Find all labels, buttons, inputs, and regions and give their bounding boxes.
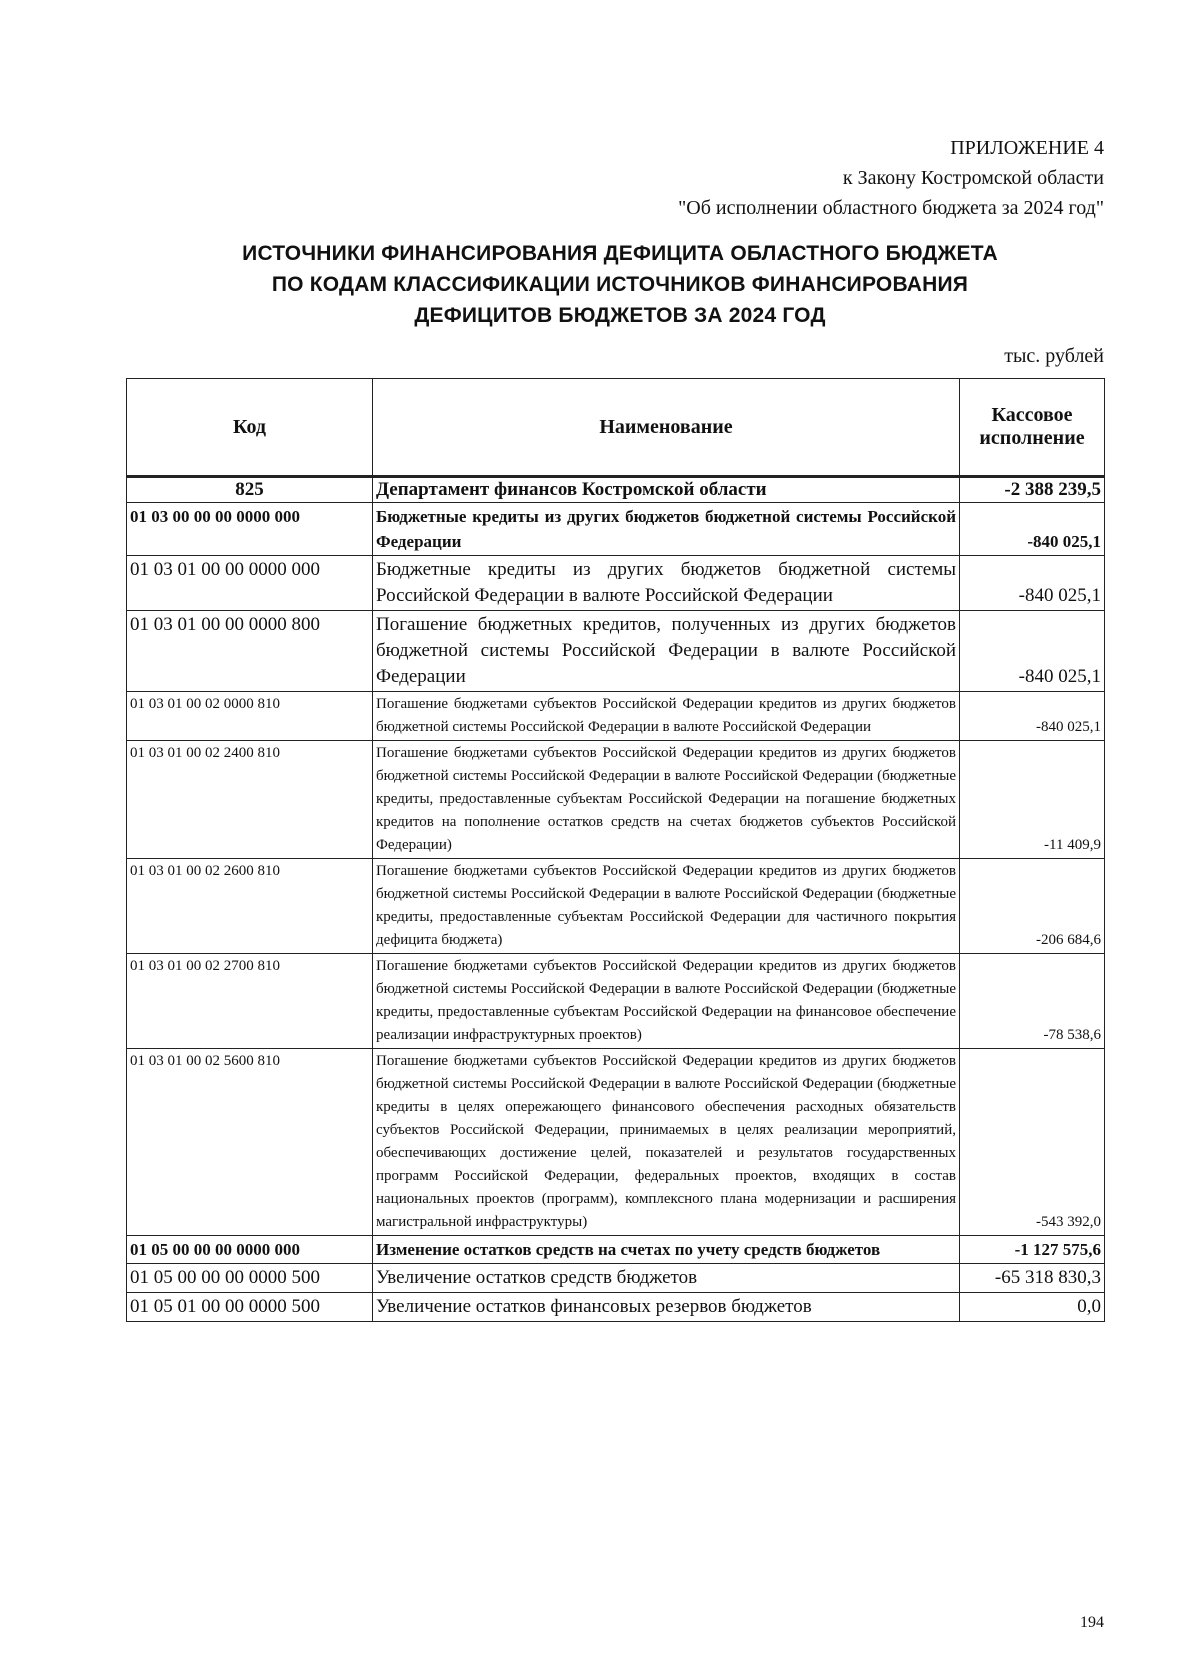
table-row [127, 741, 1105, 859]
row-code: 01 03 00 00 00 0000 000 [127, 503, 373, 556]
row-name: Погашение бюджетами субъектов Российской Федерации кредитов из других бюджетов бюджетной системы Российской Федерации в валюте Российской Федерации (бюджетные кредиты в целях опережающего финансового обеспечения расходных обязательств субъектов Российской Федерации, принимаемых в целях реализации мероприятий, обеспечивающих достижение целей, показателей и результатов государственных программ Российской Федерации, федеральных проектов, входящих в состав национальных проектов (программ), комплексного плана модернизации и расширения магистральной инфраструктуры) [373, 1049, 960, 1236]
row-code: 825 [127, 477, 373, 503]
row-code: 01 05 00 00 00 0000 000 [127, 1236, 373, 1264]
title-line-1: ИСТОЧНИКИ ФИНАНСИРОВАНИЯ ДЕФИЦИТА ОБЛАСТНОГО БЮДЖЕТА [242, 242, 998, 265]
page-number: 194 [1080, 1614, 1104, 1631]
row-name: Изменение остатков средств на счетах по учету средств бюджетов [373, 1236, 960, 1264]
financing-table [126, 378, 1105, 1322]
row-code: 01 03 01 00 00 0000 000 [127, 556, 373, 611]
row-value: 0,0 [960, 1293, 1105, 1322]
table-row [127, 503, 1105, 556]
row-value: -840 025,1 [960, 611, 1105, 692]
row-name: Погашение бюджетами субъектов Российской Федерации кредитов из других бюджетов бюджетной системы Российской Федерации в валюте Российской Федерации (бюджетные кредиты, предоставленные субъектам Российской Федерации на погашение бюджетных кредитов на пополнение остатков средств на счетах бюджетов субъектов Российской Федерации) [373, 741, 960, 859]
units-label: тыс. рублей [1004, 345, 1104, 367]
row-name: Погашение бюджетами субъектов Российской Федерации кредитов из других бюджетов бюджетной системы Российской Федерации в валюте Российской Федерации (бюджетные кредиты, предоставленные субъектам Российской Федерации на финансовое обеспечение реализации инфраструктурных проектов) [373, 954, 960, 1049]
table-row [127, 611, 1105, 692]
row-code: 01 03 01 00 00 0000 800 [127, 611, 373, 692]
table-row [127, 859, 1105, 954]
document-title [120, 238, 1120, 331]
row-code: 01 03 01 00 02 2600 810 [127, 859, 373, 954]
appendix-line-3: "Об исполнении областного бюджета за 2024 год" [678, 197, 1104, 219]
row-value: -1 127 575,6 [960, 1236, 1105, 1264]
appendix-line-2: к Закону Костромской области [842, 167, 1104, 189]
table-row [127, 1293, 1105, 1322]
row-name: Погашение бюджетных кредитов, полученных из других бюджетов бюджетной системы Российской Федерации в валюте Российской Федерации [373, 611, 960, 692]
appendix-header [678, 133, 1104, 223]
row-value: -206 684,6 [960, 859, 1105, 954]
table-row [127, 556, 1105, 611]
row-name: Бюджетные кредиты из других бюджетов бюджетной системы Российской Федерации [373, 503, 960, 556]
header-name: Наименование [373, 379, 960, 477]
row-name: Погашение бюджетами субъектов Российской Федерации кредитов из других бюджетов бюджетной системы Российской Федерации в валюте Российской Федерации (бюджетные кредиты, предоставленные субъектам Российской Федерации для частичного покрытия дефицита бюджета) [373, 859, 960, 954]
row-value: -840 025,1 [960, 503, 1105, 556]
row-code: 01 05 01 00 00 0000 500 [127, 1293, 373, 1322]
row-code: 01 03 01 00 02 2700 810 [127, 954, 373, 1049]
row-code: 01 03 01 00 02 2400 810 [127, 741, 373, 859]
title-line-3: ДЕФИЦИТОВ БЮДЖЕТОВ ЗА 2024 ГОД [414, 304, 826, 327]
table-row [127, 692, 1105, 741]
title-line-2: ПО КОДАМ КЛАССИФИКАЦИИ ИСТОЧНИКОВ ФИНАНСИРОВАНИЯ [271, 273, 969, 296]
header-value: Кассовое исполнение [960, 379, 1105, 477]
table-row [127, 1264, 1105, 1293]
row-value: -11 409,9 [960, 741, 1105, 859]
row-name: Бюджетные кредиты из других бюджетов бюджетной системы Российской Федерации в валюте Российской Федерации [373, 556, 960, 611]
row-value: -65 318 830,3 [960, 1264, 1105, 1293]
row-name: Увеличение остатков финансовых резервов бюджетов [373, 1293, 960, 1322]
row-value: -78 538,6 [960, 954, 1105, 1049]
row-value: -2 388 239,5 [960, 477, 1105, 503]
row-code: 01 05 00 00 00 0000 500 [127, 1264, 373, 1293]
row-name: Погашение бюджетами субъектов Российской Федерации кредитов из других бюджетов бюджетной системы Российской Федерации в валюте Российской Федерации [373, 692, 960, 741]
row-value: -543 392,0 [960, 1049, 1105, 1236]
row-value: -840 025,1 [960, 556, 1105, 611]
appendix-line-1: ПРИЛОЖЕНИЕ 4 [950, 137, 1104, 159]
row-value: -840 025,1 [960, 692, 1105, 741]
row-code: 01 03 01 00 02 5600 810 [127, 1049, 373, 1236]
table-row [127, 477, 1105, 503]
table-header-row [127, 379, 1105, 477]
row-name: Увеличение остатков средств бюджетов [373, 1264, 960, 1293]
table-row [127, 954, 1105, 1049]
row-code: 01 03 01 00 02 0000 810 [127, 692, 373, 741]
row-name: Департамент финансов Костромской области [373, 477, 960, 503]
table-row [127, 1236, 1105, 1264]
header-code: Код [127, 379, 373, 477]
table-row [127, 1049, 1105, 1236]
